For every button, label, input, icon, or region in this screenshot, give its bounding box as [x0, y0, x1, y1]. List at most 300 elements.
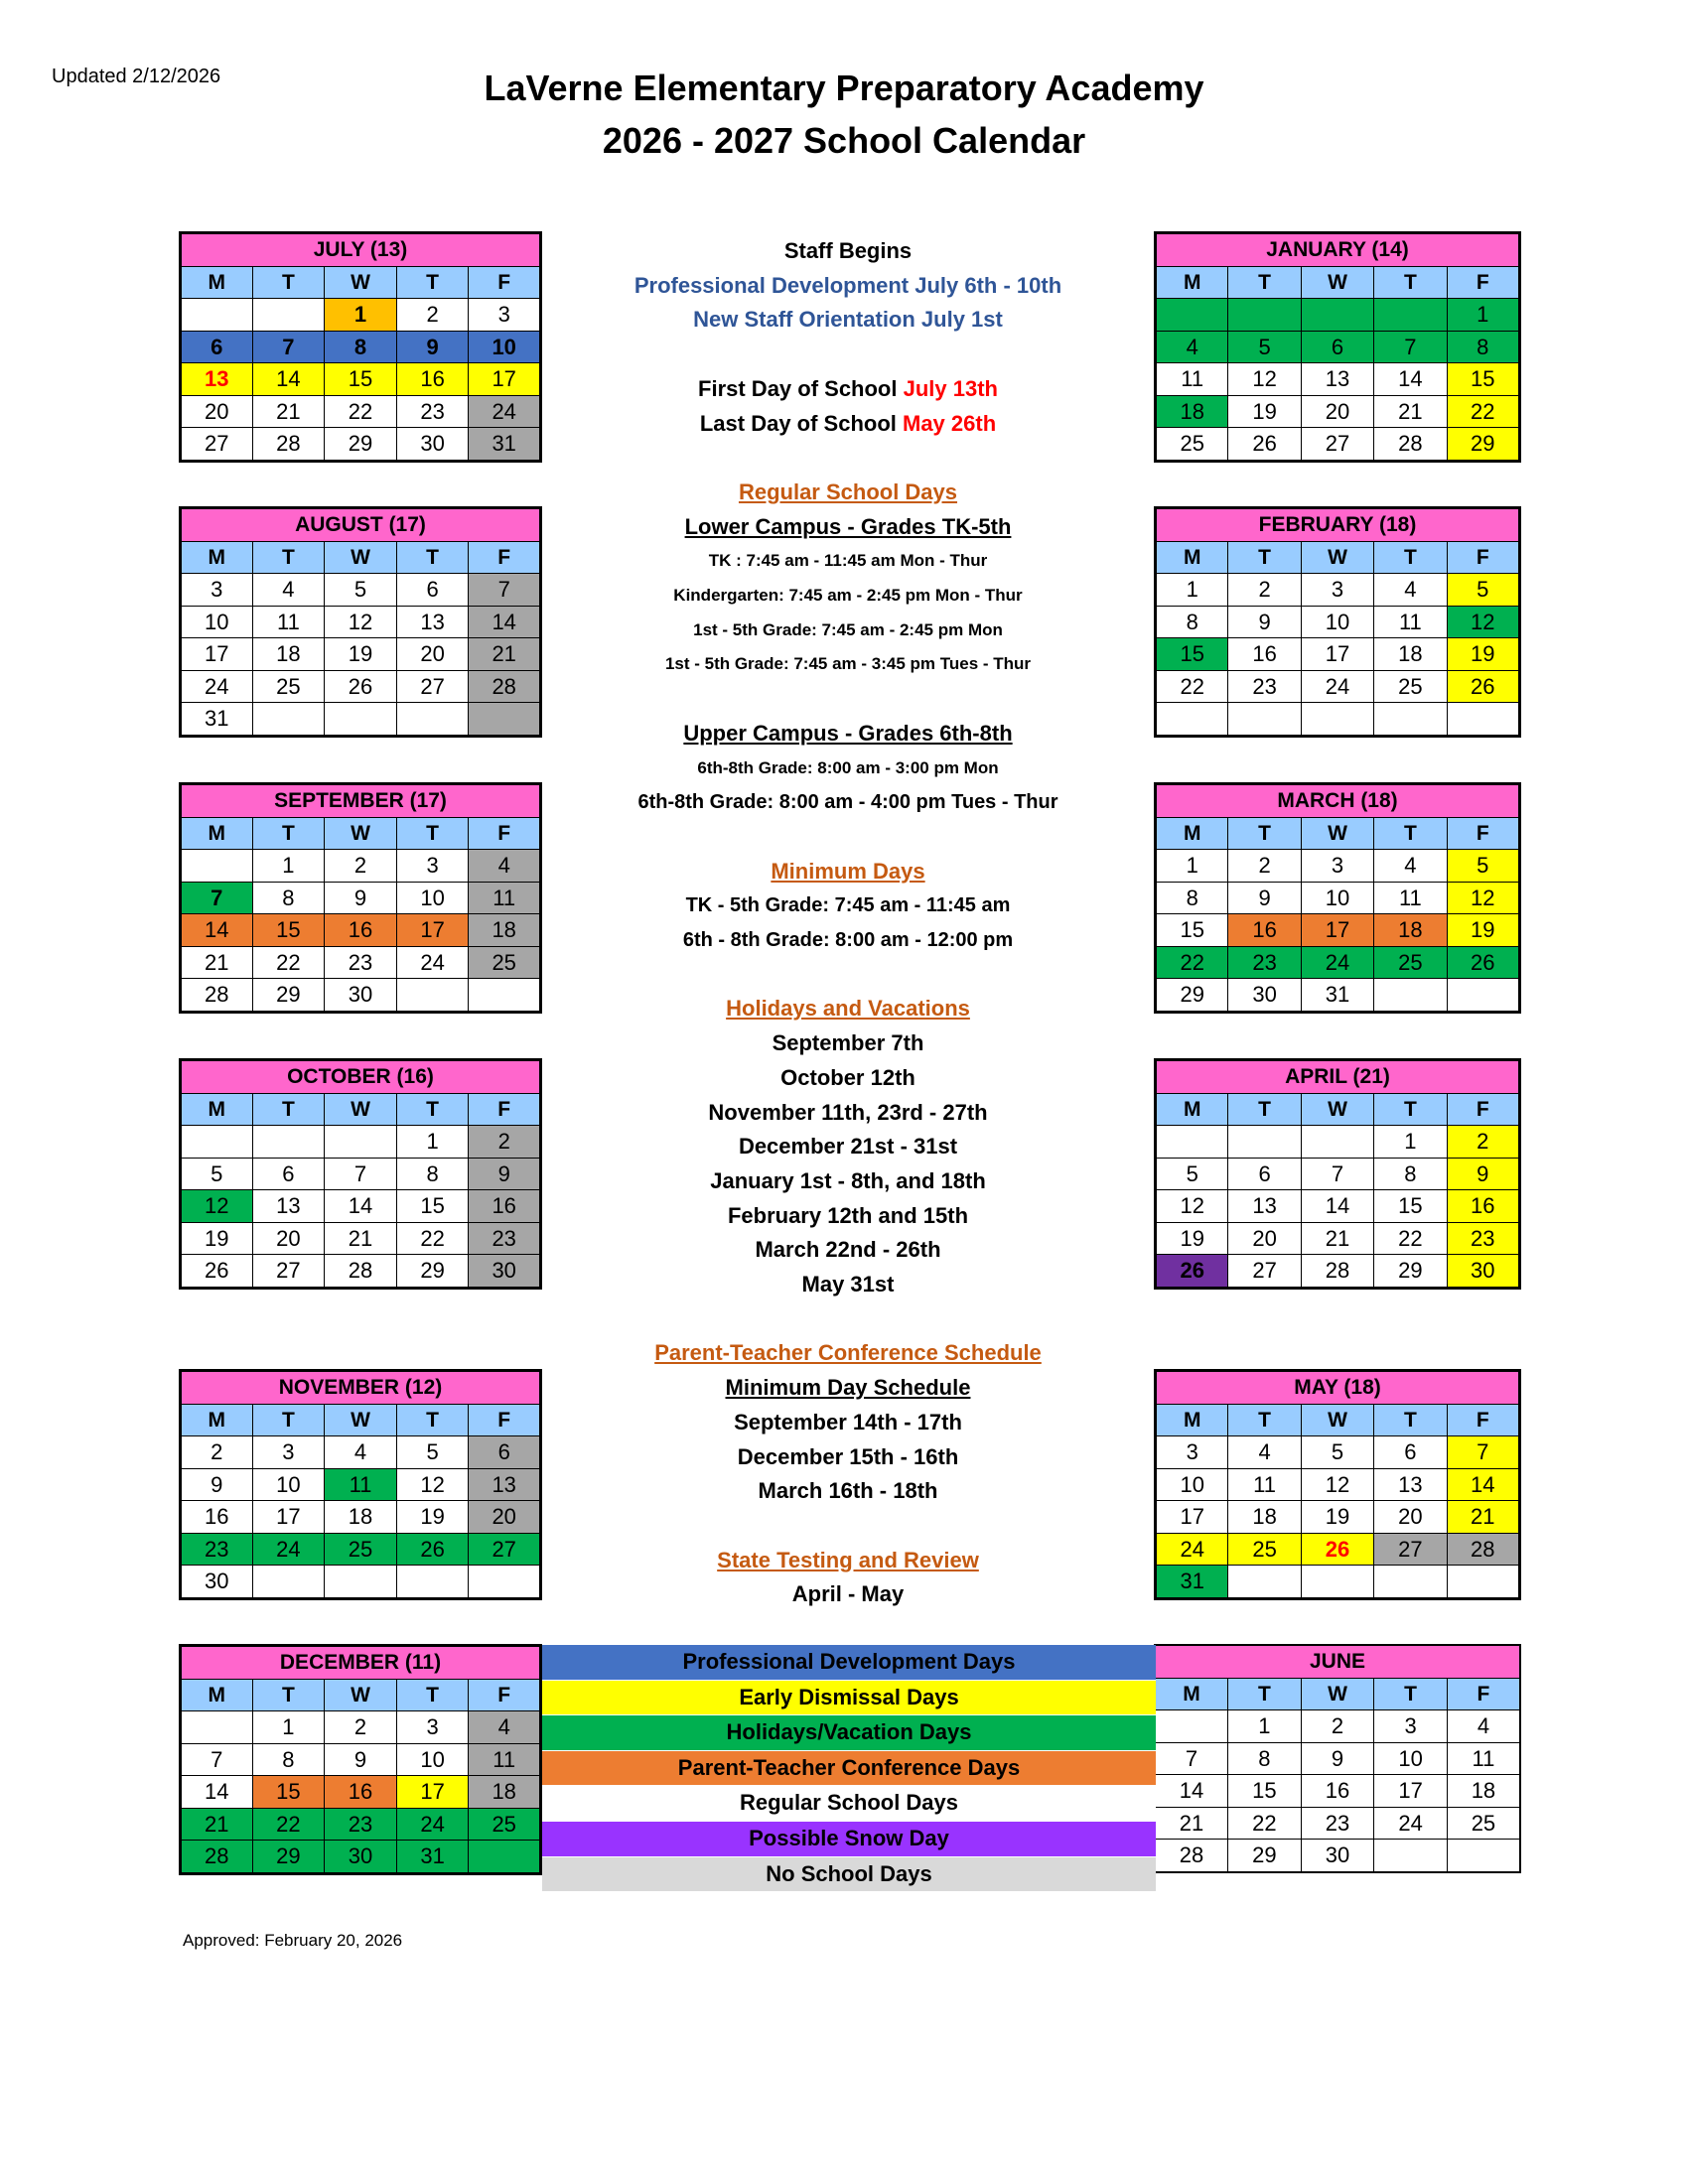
day-cell: 16	[469, 1190, 541, 1223]
day-cell: 22	[252, 1808, 325, 1841]
week-row	[181, 1190, 541, 1223]
weekday-header: T	[396, 1679, 469, 1711]
day-cell: 26	[396, 1533, 469, 1566]
week-row	[1156, 331, 1520, 363]
weekday-header: T	[1228, 817, 1301, 850]
week-row	[181, 1158, 541, 1190]
day-cell: 17	[469, 363, 541, 396]
day-cell: 17	[1301, 638, 1373, 671]
day-cell: 16	[325, 914, 397, 947]
month-title: AUGUST (17)	[181, 508, 541, 542]
weekday-header: W	[325, 541, 397, 574]
day-cell: 14	[1155, 1775, 1228, 1808]
weekday-header: T	[1374, 266, 1447, 299]
minimum-days-heading: Minimum Days	[771, 858, 925, 884]
day-cell: 6	[1301, 331, 1373, 363]
week-row	[181, 638, 541, 671]
weekday-header: F	[469, 1404, 541, 1436]
day-cell: 29	[1374, 1255, 1447, 1289]
day-cell: 11	[1374, 606, 1447, 638]
day-cell: 30	[396, 428, 469, 462]
legend-early-dismissal: Early Dismissal Days	[542, 1681, 1156, 1716]
day-cell: 26	[325, 670, 397, 703]
week-row	[181, 1436, 541, 1469]
day-cell: 13	[396, 606, 469, 638]
week-row	[1156, 1190, 1520, 1223]
week-row	[1156, 850, 1520, 883]
week-row	[1156, 670, 1520, 703]
weekday-header: T	[396, 266, 469, 299]
day-cell	[1156, 1126, 1228, 1159]
tk-schedule: TK : 7:45 am - 11:45 am Mon - Thur	[708, 551, 988, 571]
day-cell: 14	[325, 1190, 397, 1223]
day-cell: 15	[325, 363, 397, 396]
day-cell: 24	[252, 1533, 325, 1566]
day-cell: 28	[181, 979, 253, 1013]
day-cell: 13	[252, 1190, 325, 1223]
day-cell: 26	[1301, 1533, 1373, 1566]
day-cell: 25	[1374, 946, 1447, 979]
day-cell: 7	[1374, 331, 1447, 363]
day-cell	[325, 1126, 397, 1159]
weekday-header: W	[1301, 1678, 1374, 1710]
week-row	[181, 574, 541, 607]
week-row	[181, 1711, 541, 1744]
weekday-header: M	[1155, 1678, 1228, 1710]
day-cell: 30	[325, 1841, 397, 1874]
week-row	[1156, 638, 1520, 671]
day-cell: 23	[1447, 1222, 1519, 1255]
day-cell: 8	[252, 882, 325, 914]
calendar-year-title: 2026 - 2027 School Calendar	[602, 120, 1086, 161]
day-cell: 13	[1228, 1190, 1301, 1223]
weekday-header: F	[1447, 541, 1519, 574]
week-row	[181, 670, 541, 703]
day-cell: 24	[181, 670, 253, 703]
day-cell: 20	[1228, 1222, 1301, 1255]
conference-date: December 15th - 16th	[737, 1443, 959, 1469]
day-cell: 28	[252, 428, 325, 462]
holiday-item: February 12th and 15th	[727, 1202, 969, 1228]
day-cell: 6	[1228, 1158, 1301, 1190]
day-cell: 24	[396, 946, 469, 979]
day-cell: 20	[252, 1222, 325, 1255]
kindergarten-schedule: Kindergarten: 7:45 am - 2:45 pm Mon - Thur	[673, 586, 1023, 605]
day-cell: 3	[396, 850, 469, 883]
day-cell: 30	[1228, 979, 1301, 1013]
day-cell	[325, 703, 397, 737]
day-cell: 14	[1447, 1468, 1519, 1501]
day-cell: 23	[1301, 1807, 1374, 1840]
day-cell: 21	[181, 1808, 253, 1841]
day-cell: 5	[1156, 1158, 1228, 1190]
grades-6-8-tue-thu-schedule: 6th-8th Grade: 8:00 am - 4:00 pm Tues - Thur	[637, 791, 1058, 814]
day-cell: 10	[1301, 606, 1373, 638]
day-cell: 3	[181, 574, 253, 607]
day-cell: 19	[1156, 1222, 1228, 1255]
weekday-header: W	[325, 1093, 397, 1126]
week-row	[181, 1501, 541, 1534]
week-row	[1156, 1566, 1520, 1599]
day-cell: 12	[181, 1190, 253, 1223]
day-cell	[1447, 703, 1519, 737]
week-row	[181, 1776, 541, 1809]
weekday-header: M	[1156, 1404, 1228, 1436]
day-cell: 25	[469, 946, 541, 979]
day-cell: 11	[469, 882, 541, 914]
day-cell: 7	[181, 1743, 253, 1776]
day-cell	[1156, 703, 1228, 737]
day-cell: 12	[1228, 363, 1301, 396]
day-cell	[252, 703, 325, 737]
day-cell: 2	[1447, 1126, 1519, 1159]
day-cell: 15	[252, 914, 325, 947]
day-cell: 12	[1301, 1468, 1373, 1501]
day-cell: 21	[181, 946, 253, 979]
day-cell: 3	[1301, 574, 1373, 607]
day-cell: 18	[252, 638, 325, 671]
day-cell: 25	[1228, 1533, 1301, 1566]
week-row	[1156, 914, 1520, 947]
first-day-date: July 13th	[903, 375, 998, 401]
day-cell: 11	[1374, 882, 1447, 914]
day-cell: 9	[325, 882, 397, 914]
day-cell: 1	[1374, 1126, 1447, 1159]
day-cell: 29	[325, 428, 397, 462]
legend-holidays: Holidays/Vacation Days	[542, 1715, 1156, 1751]
day-cell	[469, 1566, 541, 1599]
legend-professional-development: Professional Development Days	[542, 1645, 1156, 1681]
day-cell: 7	[325, 1158, 397, 1190]
day-cell: 28	[1301, 1255, 1373, 1289]
day-cell: 3	[1156, 1436, 1228, 1469]
day-cell: 16	[1447, 1190, 1519, 1223]
day-cell	[1301, 703, 1373, 737]
week-row	[181, 395, 541, 428]
month-title: OCTOBER (16)	[181, 1060, 541, 1094]
week-row	[1156, 1533, 1520, 1566]
first-day	[544, 372, 1152, 406]
day-cell: 9	[1447, 1158, 1519, 1190]
day-cell: 19	[181, 1222, 253, 1255]
day-cell: 2	[469, 1126, 541, 1159]
week-row	[181, 1566, 541, 1599]
page-title	[328, 62, 1360, 167]
legend-snow-day: Possible Snow Day	[542, 1822, 1156, 1857]
day-cell: 8	[1228, 1742, 1302, 1775]
weekday-header: W	[325, 266, 397, 299]
month-title: DECEMBER (11)	[181, 1646, 541, 1680]
day-cell: 7	[1155, 1742, 1228, 1775]
day-cell: 13	[1374, 1468, 1447, 1501]
day-cell: 22	[252, 946, 325, 979]
day-cell: 9	[469, 1158, 541, 1190]
day-cell: 2	[325, 1711, 397, 1744]
day-cell: 11	[1156, 363, 1228, 396]
day-cell: 15	[1156, 638, 1228, 671]
day-cell: 25	[469, 1808, 541, 1841]
weekday-header: F	[469, 817, 541, 850]
holidays-heading: Holidays and Vacations	[726, 996, 970, 1022]
day-cell: 28	[181, 1841, 253, 1874]
week-row	[1156, 1158, 1520, 1190]
day-cell: 31	[469, 428, 541, 462]
day-cell: 16	[181, 1501, 253, 1534]
day-cell: 28	[1155, 1840, 1228, 1872]
weekday-header: M	[181, 266, 253, 299]
day-cell: 4	[1374, 574, 1447, 607]
day-cell	[469, 703, 541, 737]
day-cell: 3	[396, 1711, 469, 1744]
day-cell	[1228, 299, 1301, 332]
day-cell: 11	[1447, 1742, 1520, 1775]
day-cell: 5	[396, 1436, 469, 1469]
day-cell: 10	[252, 1468, 325, 1501]
day-cell: 18	[1228, 1501, 1301, 1534]
day-cell: 9	[325, 1743, 397, 1776]
week-row	[181, 850, 541, 883]
day-cell: 10	[1374, 1742, 1448, 1775]
day-cell: 6	[181, 331, 253, 363]
week-row	[181, 299, 541, 332]
week-row	[1156, 1222, 1520, 1255]
weekday-header: T	[252, 266, 325, 299]
day-cell: 4	[252, 574, 325, 607]
weekday-header: T	[252, 1679, 325, 1711]
weekday-header: F	[1447, 1404, 1519, 1436]
day-cell: 22	[1156, 670, 1228, 703]
week-row	[181, 1841, 541, 1874]
day-cell: 26	[181, 1255, 253, 1289]
day-cell	[252, 1126, 325, 1159]
day-cell	[1447, 1566, 1519, 1599]
grades-1-5-monday-schedule: 1st - 5th Grade: 7:45 am - 2:45 pm Mon	[693, 619, 1003, 639]
day-cell: 29	[1156, 979, 1228, 1013]
day-cell: 11	[325, 1468, 397, 1501]
weekday-header: T	[1228, 541, 1301, 574]
day-cell	[1374, 1840, 1448, 1872]
weekday-header: M	[181, 1404, 253, 1436]
weekday-header: W	[325, 1404, 397, 1436]
weekday-header: T	[1374, 541, 1447, 574]
day-cell	[396, 979, 469, 1013]
month-title: MARCH (18)	[1156, 784, 1520, 818]
week-row	[1155, 1840, 1520, 1872]
week-row	[1156, 1468, 1520, 1501]
day-cell: 23	[469, 1222, 541, 1255]
day-cell	[252, 299, 325, 332]
day-cell: 22	[325, 395, 397, 428]
week-row	[181, 606, 541, 638]
month-may	[1154, 1369, 1521, 1600]
month-july	[179, 231, 542, 463]
day-cell: 17	[1374, 1775, 1448, 1808]
week-row	[181, 1808, 541, 1841]
conference-date: March 16th - 18th	[758, 1478, 938, 1504]
day-cell: 10	[1301, 882, 1373, 914]
week-row	[181, 331, 541, 363]
minimum-6-8-schedule: 6th - 8th Grade: 8:00 am - 12:00 pm	[682, 929, 1014, 951]
day-cell: 1	[252, 850, 325, 883]
weekday-header: W	[1301, 1093, 1373, 1126]
month-august	[179, 506, 542, 738]
day-cell: 17	[396, 914, 469, 947]
conference-heading: Parent-Teacher Conference Schedule	[654, 1340, 1042, 1366]
day-cell: 8	[252, 1743, 325, 1776]
day-cell: 23	[1228, 946, 1301, 979]
weekday-header: M	[1156, 541, 1228, 574]
day-cell: 24	[396, 1808, 469, 1841]
staff-orientation-note: New Staff Orientation July 1st	[693, 307, 1003, 333]
weekday-header: T	[1228, 1093, 1301, 1126]
day-cell: 18	[469, 914, 541, 947]
day-cell: 4	[469, 1711, 541, 1744]
day-cell: 1	[1156, 574, 1228, 607]
day-cell: 21	[1374, 395, 1447, 428]
week-row	[1156, 395, 1520, 428]
day-cell: 19	[1301, 1501, 1373, 1534]
day-cell: 15	[1447, 363, 1519, 396]
weekday-header: W	[1301, 266, 1373, 299]
week-row	[1155, 1775, 1520, 1808]
month-september	[179, 782, 542, 1014]
day-cell: 21	[469, 638, 541, 671]
weekday-header: F	[1447, 1093, 1519, 1126]
day-cell: 27	[1228, 1255, 1301, 1289]
weekday-header: W	[1301, 1404, 1373, 1436]
week-row	[181, 703, 541, 737]
day-cell: 21	[325, 1222, 397, 1255]
conference-date: September 14th - 17th	[734, 1409, 962, 1434]
day-cell: 20	[396, 638, 469, 671]
day-cell: 1	[252, 1711, 325, 1744]
day-cell	[181, 1711, 253, 1744]
day-cell: 27	[396, 670, 469, 703]
day-cell: 24	[469, 395, 541, 428]
day-cell: 30	[181, 1566, 253, 1599]
day-cell	[181, 1126, 253, 1159]
day-cell	[1447, 1840, 1520, 1872]
day-cell: 25	[325, 1533, 397, 1566]
first-day-label: First Day of School	[698, 375, 904, 401]
day-cell: 7	[1301, 1158, 1373, 1190]
day-cell: 27	[1374, 1533, 1447, 1566]
week-row	[1156, 703, 1520, 737]
day-cell: 7	[469, 574, 541, 607]
day-cell: 23	[1228, 670, 1301, 703]
day-cell	[1374, 703, 1447, 737]
day-cell	[325, 1566, 397, 1599]
day-cell: 17	[252, 1501, 325, 1534]
day-cell: 2	[1228, 850, 1301, 883]
day-cell: 20	[1301, 395, 1373, 428]
weekday-header: F	[469, 1679, 541, 1711]
day-cell: 23	[396, 395, 469, 428]
holiday-item: January 1st - 8th, and 18th	[710, 1167, 986, 1193]
day-cell	[1301, 1566, 1373, 1599]
day-cell: 2	[1228, 574, 1301, 607]
week-row	[181, 1743, 541, 1776]
holiday-item: November 11th, 23rd - 27th	[708, 1099, 988, 1125]
day-cell: 21	[1155, 1807, 1228, 1840]
day-cell: 14	[1374, 363, 1447, 396]
updated-date: Updated 2/12/2026	[52, 66, 221, 87]
day-cell: 26	[1228, 428, 1301, 462]
day-cell: 19	[1447, 914, 1519, 947]
day-cell	[252, 1566, 325, 1599]
weekday-header: F	[469, 541, 541, 574]
day-cell: 31	[396, 1841, 469, 1874]
week-row	[181, 1255, 541, 1289]
day-cell: 19	[325, 638, 397, 671]
month-title: NOVEMBER (12)	[181, 1371, 541, 1405]
day-cell: 1	[1156, 850, 1228, 883]
day-cell: 27	[252, 1255, 325, 1289]
day-cell: 5	[1301, 1436, 1373, 1469]
day-cell: 6	[396, 574, 469, 607]
week-row	[1156, 363, 1520, 396]
day-cell: 21	[252, 395, 325, 428]
regular-days-heading: Regular School Days	[738, 478, 958, 504]
day-cell: 7	[181, 882, 253, 914]
month-title: JUNE	[1155, 1645, 1520, 1678]
day-cell: 9	[396, 331, 469, 363]
week-row	[181, 914, 541, 947]
month-title: JULY (13)	[181, 233, 541, 267]
week-row	[1156, 1255, 1520, 1289]
day-cell: 16	[325, 1776, 397, 1809]
day-cell: 26	[1156, 1255, 1228, 1289]
day-cell: 14	[181, 1776, 253, 1809]
weekday-header: T	[252, 541, 325, 574]
week-row	[181, 363, 541, 396]
week-row	[1156, 979, 1520, 1013]
weekday-header: T	[1374, 1678, 1448, 1710]
week-row	[181, 1126, 541, 1159]
day-cell	[181, 299, 253, 332]
grades-1-5-tue-thu-schedule: 1st - 5th Grade: 7:45 am - 3:45 pm Tues - Thur	[664, 654, 1032, 674]
holiday-item: October 12th	[780, 1064, 915, 1090]
day-cell: 1	[1228, 1710, 1302, 1743]
month-april	[1154, 1058, 1521, 1290]
week-row	[1156, 428, 1520, 462]
day-cell: 25	[1156, 428, 1228, 462]
holiday-item: May 31st	[801, 1272, 895, 1297]
day-cell: 6	[1374, 1436, 1447, 1469]
day-cell: 16	[1228, 914, 1301, 947]
day-cell: 30	[325, 979, 397, 1013]
day-cell: 29	[396, 1255, 469, 1289]
weekday-header: F	[469, 266, 541, 299]
staff-begins: Staff Begins	[783, 238, 913, 263]
day-cell: 12	[1447, 882, 1519, 914]
testing-heading: State Testing and Review	[717, 1547, 979, 1572]
day-cell	[396, 1566, 469, 1599]
holiday-item: March 22nd - 26th	[755, 1237, 941, 1263]
weekday-header: F	[1447, 1678, 1520, 1710]
day-cell: 22	[1374, 1222, 1447, 1255]
day-cell: 16	[1301, 1775, 1374, 1808]
day-cell: 14	[181, 914, 253, 947]
day-cell: 13	[181, 363, 253, 396]
day-cell: 18	[1374, 638, 1447, 671]
week-row	[1156, 882, 1520, 914]
day-cell: 29	[1447, 428, 1519, 462]
day-cell: 28	[325, 1255, 397, 1289]
day-cell	[181, 850, 253, 883]
week-row	[1156, 946, 1520, 979]
day-cell: 31	[181, 703, 253, 737]
